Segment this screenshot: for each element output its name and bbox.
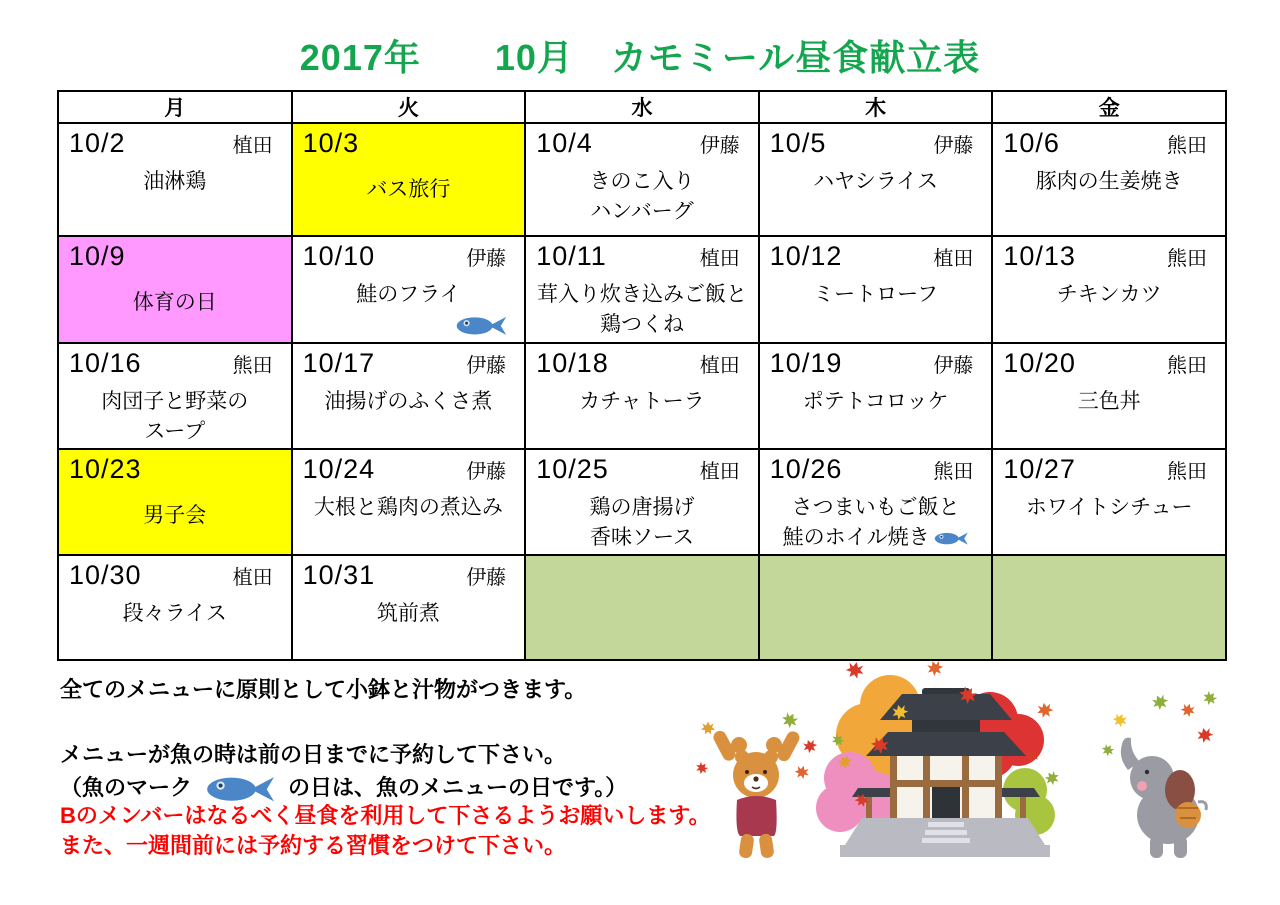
cell-10-19	[759, 343, 993, 449]
menu-item: 鶏つくね	[599, 312, 684, 336]
cell-10-9	[58, 236, 292, 343]
cell-date: 10/24	[302, 454, 376, 484]
menu-item: 肉団子と野菜の	[101, 390, 249, 413]
menu-item: 段々ライス	[122, 602, 227, 625]
page-title: 2017年 10月 カモミール昼食献立表	[299, 37, 981, 78]
menu-item: 香味ソース	[590, 525, 694, 549]
empty-cell	[759, 555, 993, 660]
cell-staff: 熊田	[933, 461, 974, 483]
cell-10-26	[759, 449, 993, 555]
week-row-2	[58, 236, 1226, 343]
cell-staff: 熊田	[232, 355, 273, 377]
menu-item: さつまいもご飯と	[791, 496, 960, 519]
cell-10-6	[992, 123, 1226, 236]
day-header-wed: 水	[525, 91, 759, 123]
cell-10-17	[292, 343, 526, 449]
cell-date: 10/27	[1003, 454, 1076, 484]
cell-date: 10/10	[302, 241, 376, 271]
cell-10-11	[525, 236, 759, 343]
notice-line-2: また、一週間前には予約する習慣をつけて下さい。	[60, 832, 567, 858]
cell-10-3	[292, 123, 526, 236]
elephant-illustration	[1100, 688, 1220, 858]
menu-item: 鮭のホイル焼き	[782, 525, 930, 549]
cell-staff: 伊藤	[466, 355, 507, 377]
cell-10-18	[525, 343, 759, 449]
day-header-mon: 月	[58, 91, 292, 123]
cell-staff: 伊藤	[933, 135, 974, 157]
fish-icon	[454, 312, 508, 338]
cell-staff: 熊田	[1167, 461, 1207, 483]
cell-date: 10/19	[769, 348, 843, 378]
cell-staff: 伊藤	[466, 567, 507, 589]
cell-date: 10/2	[69, 128, 126, 158]
cell-date: 10/18	[536, 348, 609, 378]
cell-date: 10/9	[69, 241, 126, 271]
event-label: 体育の日	[132, 291, 217, 314]
cell-10-25	[525, 449, 759, 555]
cell-date: 10/6	[1003, 128, 1060, 158]
day-header-row	[58, 91, 1226, 123]
menu-item: スープ	[144, 419, 206, 443]
menu-item: 油淋鶏	[143, 170, 207, 193]
menu-item: ハヤシライス	[813, 170, 939, 193]
cell-10-12	[759, 236, 993, 343]
cell-date: 10/17	[302, 348, 376, 378]
cell-staff: 植田	[699, 461, 740, 483]
cell-staff: 熊田	[1167, 135, 1207, 157]
cell-10-5	[759, 123, 993, 236]
menu-item: 豚肉の生姜焼き	[1035, 170, 1183, 193]
cell-date: 10/12	[769, 241, 843, 271]
fish-icon	[933, 529, 969, 547]
cell-staff: 植田	[699, 355, 740, 377]
menu-item: ハンバーグ	[590, 199, 694, 223]
cell-staff: 植田	[933, 248, 974, 270]
cell-staff: 伊藤	[699, 135, 740, 157]
cell-staff: 伊藤	[466, 461, 507, 483]
cell-10-20	[992, 343, 1226, 449]
cell-staff: 植田	[232, 135, 273, 157]
cell-date: 10/13	[1003, 241, 1076, 271]
cell-staff: 植田	[699, 248, 740, 270]
cell-10-13	[992, 236, 1226, 343]
cell-10-2	[58, 123, 292, 236]
note-fish-reservation: メニューが魚の時は前の日までに予約して下さい。	[60, 741, 567, 767]
red-notice	[60, 801, 711, 860]
menu-item: 大根と鶏肉の煮込み	[313, 496, 503, 519]
empty-cell	[992, 555, 1226, 660]
cell-10-27	[992, 449, 1226, 555]
event-label: 男子会	[143, 504, 207, 527]
menu-item: ポテトコロッケ	[802, 390, 949, 413]
cell-date: 10/31	[302, 560, 376, 590]
cell-staff: 伊藤	[933, 355, 974, 377]
menu-calendar-table	[57, 90, 1227, 661]
menu-item: 三色丼	[1077, 390, 1141, 413]
menu-item: 筑前煮	[376, 602, 440, 625]
temple-autumn-illustration	[816, 658, 1062, 857]
menu-item: カチャトーラ	[579, 390, 705, 413]
cell-staff: 伊藤	[466, 248, 507, 270]
cell-date: 10/26	[769, 454, 843, 484]
menu-item: 鶏の唐揚げ	[589, 496, 695, 519]
cell-date: 10/23	[69, 454, 142, 484]
autumn-illustrations	[690, 650, 1240, 865]
week-row-1	[58, 123, 1226, 236]
week-row-3	[58, 343, 1226, 449]
day-header-thu: 木	[759, 91, 993, 123]
cell-date: 10/20	[1003, 348, 1076, 378]
menu-item: チキンカツ	[1056, 283, 1162, 306]
week-row-4	[58, 449, 1226, 555]
cell-date: 10/4	[536, 128, 593, 158]
cell-staff: 熊田	[1167, 248, 1207, 270]
cell-date: 10/25	[536, 454, 609, 484]
note-side-dishes: 全てのメニューに原則として小鉢と汁物がつきます。	[60, 677, 587, 702]
cell-10-16	[58, 343, 292, 449]
menu-item: 油揚げのふくさ煮	[324, 390, 493, 413]
cell-10-4	[525, 123, 759, 236]
cell-date: 10/30	[69, 560, 142, 590]
cell-date: 10/11	[536, 241, 607, 271]
day-header-fri: 金	[992, 91, 1226, 123]
menu-item: ホワイトシチュー	[1025, 496, 1193, 519]
menu-item: ミートローフ	[813, 283, 939, 306]
menu-item: きのこ入り	[589, 170, 695, 193]
cell-10-23	[58, 449, 292, 555]
cell-date: 10/3	[302, 128, 360, 158]
week-row-5	[58, 555, 1226, 660]
note-fish-mark: （魚のマーク の日は、魚のメニューの日です。）	[60, 771, 627, 805]
cell-date: 10/16	[69, 348, 142, 378]
event-label: バス旅行	[366, 178, 451, 201]
menu-item: 茸入り炊き込みご飯と	[536, 283, 747, 306]
cell-10-10	[292, 236, 526, 343]
notice-line-1: Bのメンバーはなるべく昼食を利用して下さるようお願いします。	[60, 803, 711, 828]
cell-10-30	[58, 555, 292, 660]
bear-illustration	[694, 710, 819, 859]
cell-staff: 植田	[232, 567, 273, 589]
cell-date: 10/5	[769, 128, 827, 158]
cell-10-24	[292, 449, 526, 555]
cell-10-31	[292, 555, 526, 660]
day-header-tue: 火	[292, 91, 526, 123]
cell-staff: 熊田	[1167, 355, 1207, 377]
footer-notes	[60, 676, 627, 805]
empty-cell	[525, 555, 759, 660]
menu-item: 鮭のフライ	[356, 283, 461, 306]
